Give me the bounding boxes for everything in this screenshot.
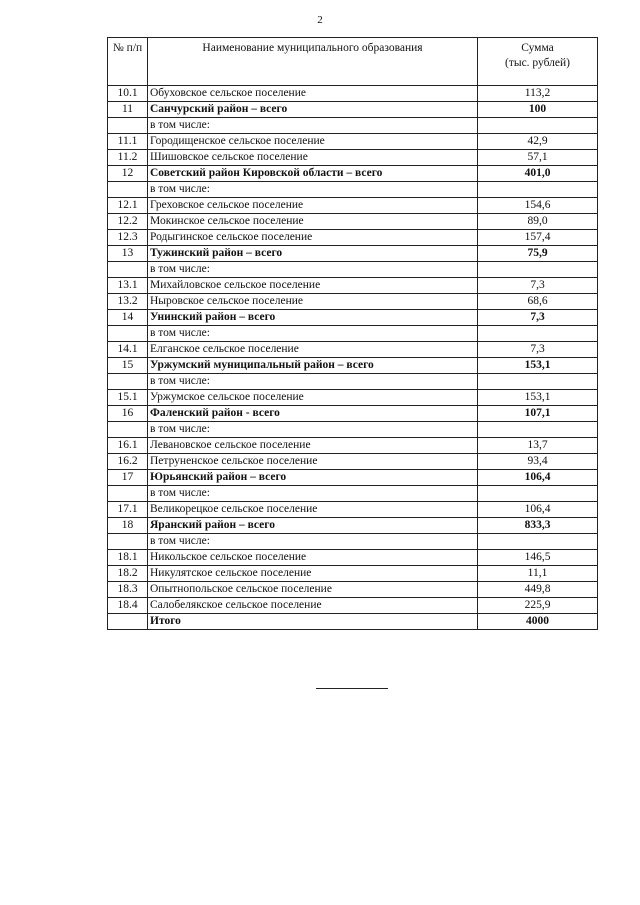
row-name-cell: Уржумское сельское поселение [148, 390, 478, 406]
row-number-cell: 12.1 [108, 198, 148, 214]
row-sum-cell [478, 422, 598, 438]
row-sum-cell: 57,1 [478, 150, 598, 166]
table-row [108, 134, 598, 150]
row-sum-cell [478, 374, 598, 390]
row-number-cell: 16.1 [108, 438, 148, 454]
row-name-cell: Великорецкое сельское поселение [148, 502, 478, 518]
row-name-cell: Греховское сельское поселение [148, 198, 478, 214]
row-sum-cell: 113,2 [478, 86, 598, 102]
row-number-cell [108, 118, 148, 134]
header-municipality-name: Наименование муниципального образования [148, 38, 478, 86]
row-number-cell [108, 182, 148, 198]
table-row [108, 182, 598, 198]
row-name-cell: Санчурский район – всего [148, 102, 478, 118]
row-number-cell: 13.2 [108, 294, 148, 310]
allocation-table [107, 37, 598, 630]
table-row [108, 102, 598, 118]
row-name-cell: в том числе: [148, 374, 478, 390]
table-row [108, 390, 598, 406]
table-row [108, 150, 598, 166]
row-sum-cell: 75,9 [478, 246, 598, 262]
row-number-cell: 14 [108, 310, 148, 326]
row-sum-cell [478, 534, 598, 550]
row-name-cell: Уржумский муниципальный район – всего [148, 358, 478, 374]
row-name-cell: в том числе: [148, 182, 478, 198]
row-sum-cell: 93,4 [478, 454, 598, 470]
row-name-cell: Родыгинское сельское поселение [148, 230, 478, 246]
row-sum-cell: 449,8 [478, 582, 598, 598]
table-row [108, 582, 598, 598]
row-number-cell [108, 534, 148, 550]
row-sum-cell [478, 182, 598, 198]
row-number-cell: 18.2 [108, 566, 148, 582]
row-number-cell: 18.3 [108, 582, 148, 598]
table-row [108, 262, 598, 278]
row-sum-cell [478, 118, 598, 134]
row-number-cell [108, 326, 148, 342]
table-row [108, 486, 598, 502]
row-name-cell: Ныровское сельское поселение [148, 294, 478, 310]
page-number: 2 [317, 14, 323, 26]
row-name-cell: Никольское сельское поселение [148, 550, 478, 566]
table-row [108, 550, 598, 566]
row-number-cell: 15 [108, 358, 148, 374]
row-sum-cell: 100 [478, 102, 598, 118]
table-row [108, 294, 598, 310]
table-row [108, 598, 598, 614]
row-name-cell: Никулятское сельское поселение [148, 566, 478, 582]
table-row [108, 534, 598, 550]
row-name-cell: Опытнопольское сельское поселение [148, 582, 478, 598]
row-number-cell [108, 614, 148, 630]
row-name-cell: в том числе: [148, 534, 478, 550]
row-sum-cell: 68,6 [478, 294, 598, 310]
table-row [108, 118, 598, 134]
table-row [108, 422, 598, 438]
row-sum-cell: 401,0 [478, 166, 598, 182]
row-number-cell: 11.1 [108, 134, 148, 150]
table-row [108, 198, 598, 214]
table-row [108, 214, 598, 230]
row-name-cell: Унинский район – всего [148, 310, 478, 326]
row-sum-cell: 42,9 [478, 134, 598, 150]
header-sum [478, 38, 598, 86]
row-sum-cell [478, 486, 598, 502]
row-sum-cell: 833,3 [478, 518, 598, 534]
row-number-cell: 12.3 [108, 230, 148, 246]
header-sum-unit: (тыс. рублей) [504, 57, 571, 69]
row-sum-cell: 157,4 [478, 230, 598, 246]
table-row [108, 518, 598, 534]
row-number-cell: 17.1 [108, 502, 148, 518]
table-row [108, 454, 598, 470]
row-number-cell: 11.2 [108, 150, 148, 166]
row-number-cell: 18.4 [108, 598, 148, 614]
row-sum-cell: 225,9 [478, 598, 598, 614]
row-number-cell: 18.1 [108, 550, 148, 566]
row-sum-cell: 7,3 [478, 278, 598, 294]
table-row [108, 246, 598, 262]
row-number-cell: 17 [108, 470, 148, 486]
row-sum-cell: 7,3 [478, 342, 598, 358]
table-row [108, 358, 598, 374]
table-header-row [108, 38, 598, 86]
row-number-cell: 13 [108, 246, 148, 262]
row-sum-cell: 13,7 [478, 438, 598, 454]
row-name-cell: в том числе: [148, 118, 478, 134]
row-sum-cell: 106,4 [478, 470, 598, 486]
row-sum-cell: 107,1 [478, 406, 598, 422]
row-number-cell: 18 [108, 518, 148, 534]
table-row [108, 310, 598, 326]
table-row [108, 406, 598, 422]
row-number-cell: 16.2 [108, 454, 148, 470]
row-number-cell: 11 [108, 102, 148, 118]
row-name-cell: Юрьянский район – всего [148, 470, 478, 486]
row-name-cell: в том числе: [148, 326, 478, 342]
table-body [108, 86, 598, 630]
row-name-cell: Фаленский район - всего [148, 406, 478, 422]
table-row [108, 470, 598, 486]
table-row [108, 342, 598, 358]
row-name-cell: Салобелякское сельское поселение [148, 598, 478, 614]
table-row [108, 278, 598, 294]
table-row [108, 326, 598, 342]
row-name-cell: Петруненское сельское поселение [148, 454, 478, 470]
table-row [108, 230, 598, 246]
row-sum-cell: 146,5 [478, 550, 598, 566]
row-number-cell [108, 262, 148, 278]
header-number: № п/п [108, 38, 148, 86]
row-name-cell: Обуховское сельское поселение [148, 86, 478, 102]
row-number-cell [108, 374, 148, 390]
row-name-cell: в том числе: [148, 262, 478, 278]
closing-rule [316, 688, 388, 689]
row-number-cell: 12 [108, 166, 148, 182]
row-sum-cell: 106,4 [478, 502, 598, 518]
row-number-cell: 12.2 [108, 214, 148, 230]
row-name-cell: Левановское сельское поселение [148, 438, 478, 454]
header-sum-title: Сумма [521, 42, 554, 54]
row-number-cell: 13.1 [108, 278, 148, 294]
row-name-cell: Городищенское сельское поселение [148, 134, 478, 150]
row-sum-cell [478, 262, 598, 278]
row-sum-cell: 153,1 [478, 390, 598, 406]
row-name-cell: Тужинский район – всего [148, 246, 478, 262]
table-row [108, 614, 598, 630]
row-number-cell [108, 486, 148, 502]
table-row [108, 438, 598, 454]
row-name-cell: Михайловское сельское поселение [148, 278, 478, 294]
table-row [108, 566, 598, 582]
row-number-cell: 16 [108, 406, 148, 422]
table-row [108, 166, 598, 182]
row-sum-cell: 154,6 [478, 198, 598, 214]
row-number-cell: 15.1 [108, 390, 148, 406]
row-sum-cell: 11,1 [478, 566, 598, 582]
row-sum-cell [478, 326, 598, 342]
row-number-cell: 14.1 [108, 342, 148, 358]
row-name-cell: Елганское сельское поселение [148, 342, 478, 358]
table-row [108, 502, 598, 518]
row-sum-cell: 153,1 [478, 358, 598, 374]
row-name-cell: Яранский район – всего [148, 518, 478, 534]
row-number-cell: 10.1 [108, 86, 148, 102]
table-row [108, 374, 598, 390]
row-name-cell: Мокинское сельское поселение [148, 214, 478, 230]
row-sum-cell: 7,3 [478, 310, 598, 326]
row-name-cell: в том числе: [148, 422, 478, 438]
row-name-cell: Итого [148, 614, 478, 630]
row-number-cell [108, 422, 148, 438]
row-sum-cell: 4000 [478, 614, 598, 630]
row-sum-cell: 89,0 [478, 214, 598, 230]
row-name-cell: Советский район Кировской области – всего [148, 166, 478, 182]
row-name-cell: Шишовское сельское поселение [148, 150, 478, 166]
table-row [108, 86, 598, 102]
row-name-cell: в том числе: [148, 486, 478, 502]
